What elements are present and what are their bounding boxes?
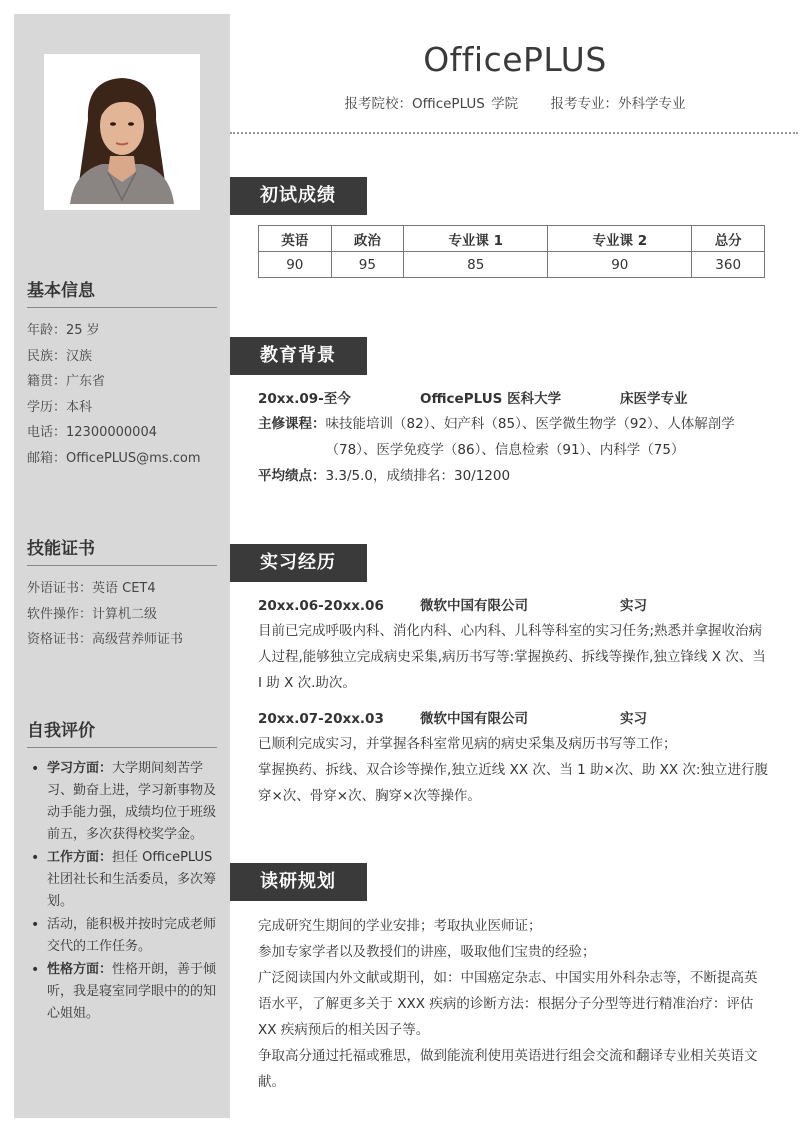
skills-section — [27, 534, 217, 653]
self-eval-heading: 自我评价 — [27, 716, 217, 748]
gpa-label: 平均绩点： — [258, 468, 326, 484]
internship-company: 微软中国有限公司 — [420, 598, 528, 614]
qualification-cert-line: 资格证书：高级营养师证书 — [27, 632, 184, 647]
internship-period: 20xx.06-20xx.06 — [258, 598, 384, 614]
eval-item-label: 工作方面： — [47, 850, 113, 865]
scores-section-title: 初试成绩 — [230, 177, 367, 215]
eval-item-text: 大学期间刻苦学习、勤奋上进，学习新事物及动手能力强，成绩均位于班级前五，多次获得校奖学金。 — [47, 761, 217, 842]
hometown-line: 籍贯：广东省 — [27, 374, 106, 389]
plan-section-title: 读研规划 — [230, 863, 367, 901]
profile-photo-frame — [44, 54, 200, 210]
education-block — [258, 387, 768, 489]
eval-item-study — [27, 758, 217, 846]
internship-role: 实习 — [620, 598, 647, 614]
plan-line: 参加专家学者以及教授们的讲座，吸取他们宝贵的经验； — [258, 944, 596, 960]
eval-item-text: 活动，能积极并按时完成老师交代的工作任务。 — [47, 917, 217, 954]
education-level-line: 学历：本科 — [27, 399, 93, 415]
profile-photo — [50, 60, 194, 204]
language-cert-line: 外语证书：英语 CET4 — [27, 581, 156, 596]
internship-company: 微软中国有限公司 — [420, 711, 528, 727]
plan-line: 争取高分通过托福或雅思，做到能流利使用英语进行组会交流和翻译专业相关英语文献。 — [258, 1048, 758, 1090]
internship-description: 已顺利完成实习，并掌握各科室常见病的病史采集及病历书写等工作； — [258, 736, 677, 752]
education-period: 20xx.09-至今 — [258, 391, 351, 407]
courses-value: 味技能培训（82）、妇产科（85）、医学微生物学（92）、人体解剖学（78）、医学免疫学（86）、信息检索（91）、内科学（75） — [325, 416, 735, 458]
internship-role: 实习 — [620, 711, 647, 727]
score-header-cell: 专业课 1 — [404, 226, 548, 252]
school-label: 报考院校： — [344, 96, 413, 112]
scores-table — [258, 225, 765, 278]
school-value: OfficePLUS 学院 — [412, 96, 519, 112]
gpa-value: 3.3/5.0，成绩排名：30/1200 — [325, 468, 511, 484]
education-school: OfficePLUS 医科大学 — [420, 391, 562, 407]
internship-entry-2 — [258, 707, 768, 809]
internship-period: 20xx.07-20xx.03 — [258, 711, 384, 727]
school-info — [345, 96, 519, 112]
score-value-cell: 90 — [548, 252, 692, 278]
score-value-cell: 90 — [259, 252, 332, 278]
score-header-cell: 英语 — [259, 226, 332, 252]
age-line: 年龄：25 岁 — [27, 323, 100, 338]
sidebar — [14, 14, 230, 1118]
candidate-name: OfficePLUS — [423, 40, 607, 79]
score-value-cell: 360 — [692, 252, 765, 278]
software-cert-line: 软件操作：计算机二级 — [27, 606, 158, 622]
score-header-cell: 政治 — [331, 226, 404, 252]
phone-line: 电话：12300000004 — [27, 425, 157, 440]
internship-section-title: 实习经历 — [230, 544, 367, 582]
eval-item-activity — [27, 914, 217, 958]
score-value-cell: 95 — [331, 252, 404, 278]
internship-description: 掌握换药、拆线、双合诊等操作,独立近线 XX 次、当 1 助×次、助 XX 次:独立进行腹穿×次、骨穿×次、胸穿×次等操作。 — [258, 762, 768, 804]
plan-line: 广泛阅读国内外文献或期刊，如：中国癌定杂志、中国实用外科杂志等，不断提高英语水平，了解更多关于 XXX 疾病的诊断方法：根据分子分型等进行精准治疗：评估 XX 疾病预后的相关因子等。 — [258, 970, 758, 1038]
gpa-row — [258, 463, 768, 489]
education-header-row — [258, 387, 768, 411]
major-info — [550, 96, 685, 112]
courses-row — [258, 411, 768, 463]
scores-value-row — [259, 252, 765, 278]
eval-item-label: 学习方面： — [47, 761, 113, 776]
internship-header-row — [258, 594, 768, 618]
eval-item-personality — [27, 959, 217, 1025]
courses-label: 主修课程： — [258, 416, 326, 432]
score-value-cell: 85 — [404, 252, 548, 278]
main-content — [230, 0, 800, 1132]
eval-item-text: 担任 OfficePLUS 社团社长和生活委员，多次筹划。 — [47, 850, 217, 909]
header-divider — [230, 132, 798, 134]
self-eval-list — [27, 758, 217, 1025]
education-major: 床医学专业 — [620, 391, 688, 407]
self-eval-section — [27, 716, 217, 1026]
major-label: 报考专业： — [550, 96, 618, 112]
education-section-title: 教育背景 — [230, 337, 367, 375]
ethnicity-line: 民族：汉族 — [27, 348, 93, 364]
eval-item-label: 性格方面： — [47, 962, 113, 977]
eval-item-text: 性格开朗，善于倾听，我是寝室同学眼中的的知心姐姐。 — [47, 962, 217, 1021]
internship-entry-1 — [258, 594, 768, 696]
email-line: 邮箱：OfficePLUS@ms.com — [27, 450, 201, 466]
basic-info-heading: 基本信息 — [27, 276, 217, 308]
application-info — [230, 92, 800, 112]
plan-line: 完成研究生期间的学业安排；考取执业医师证； — [258, 918, 542, 934]
basic-info-section — [27, 276, 217, 471]
score-header-cell: 总分 — [692, 226, 765, 252]
major-value: 外科学专业 — [617, 96, 686, 112]
internship-header-row — [258, 707, 768, 731]
internship-description: 目前已完成呼吸内科、消化内科、心内科、儿科等科室的实习任务;熟悉并拿握收治病人过程,能够独立完成病史采集,病历书写等:掌握换药、拆线等操作,独立锋线 X 次、当 I 助 X 次.助次。 — [258, 623, 766, 691]
eval-item-work — [27, 847, 217, 913]
portrait-image — [50, 60, 194, 204]
scores-header-row — [259, 226, 765, 252]
skills-heading: 技能证书 — [27, 534, 217, 566]
score-header-cell: 专业课 2 — [548, 226, 692, 252]
plan-block — [258, 913, 768, 1095]
